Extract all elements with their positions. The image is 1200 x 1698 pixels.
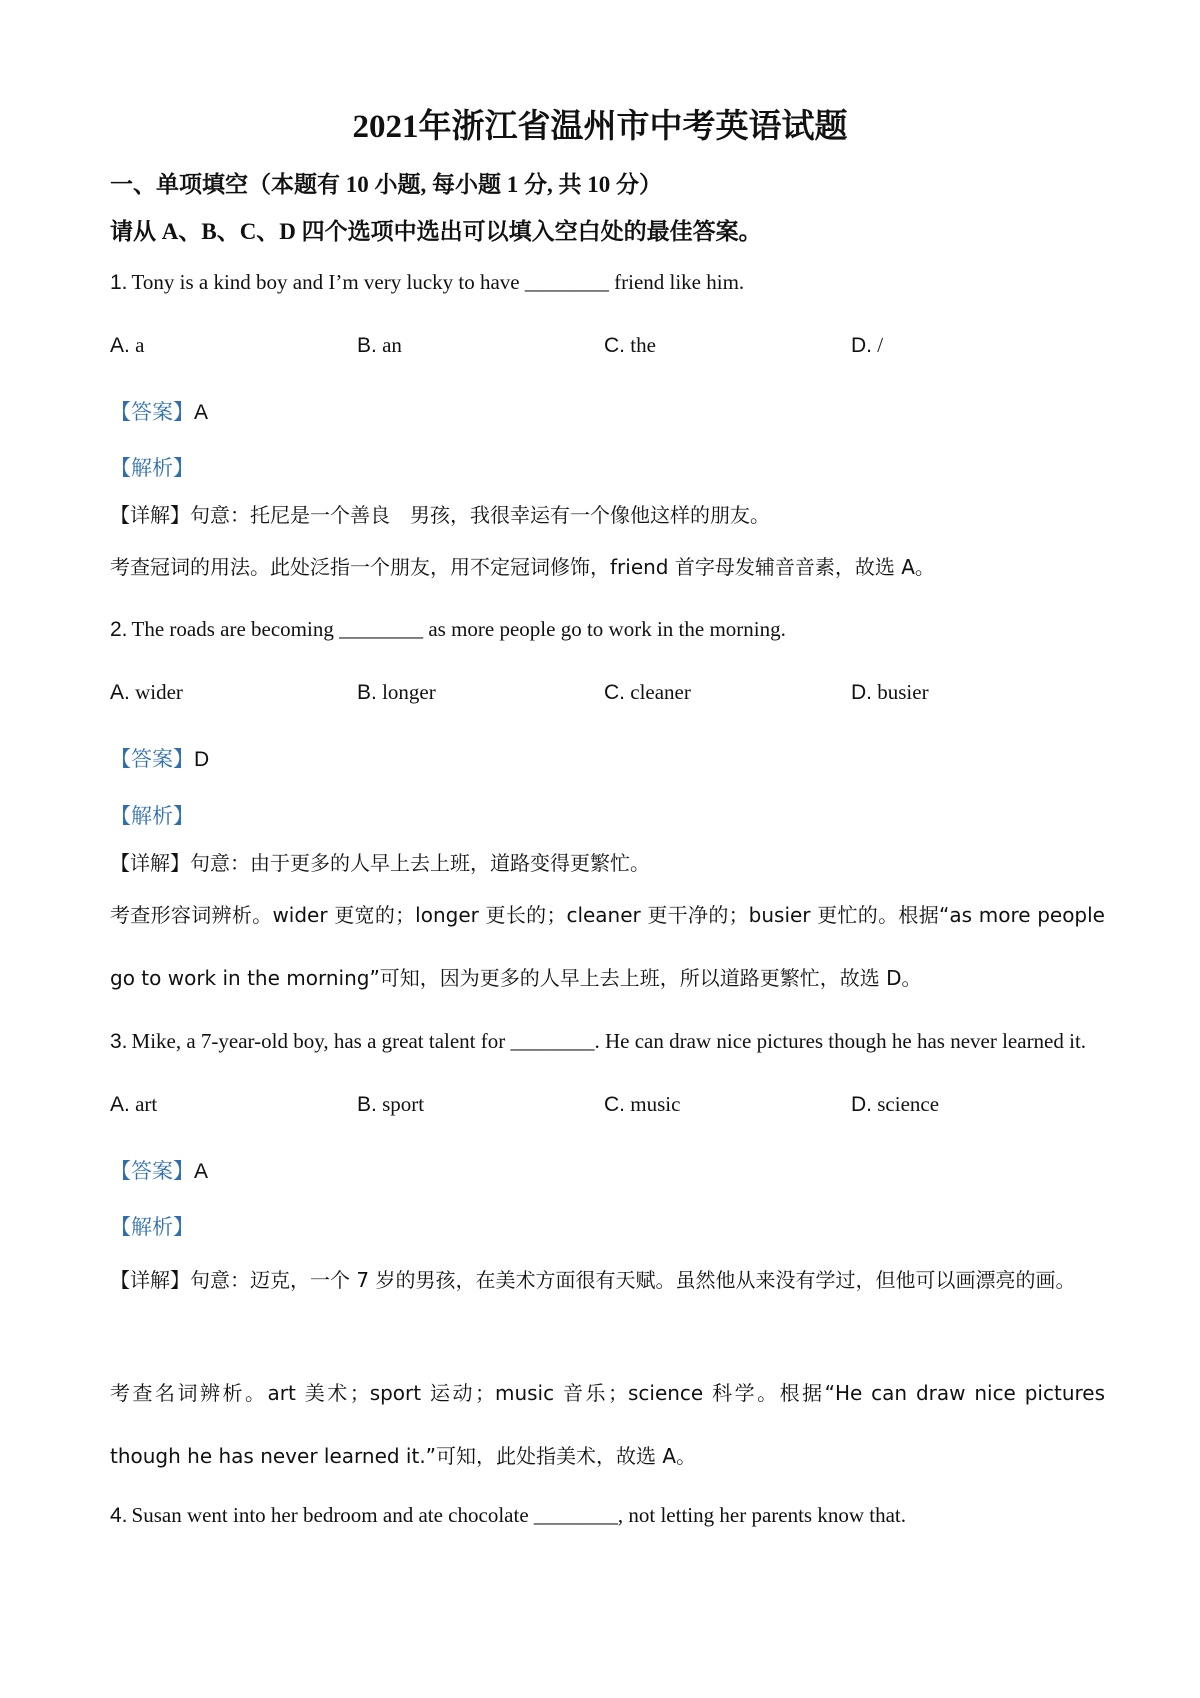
page-title: 2021年浙江省温州市中考英语试题: [352, 109, 848, 145]
option-letter: A.: [110, 1093, 130, 1116]
answer-value: A: [194, 1160, 209, 1183]
analysis-label: 【解析】: [110, 456, 194, 480]
option-text: science: [877, 1092, 940, 1116]
question-1-options: [110, 333, 1110, 363]
option-text: cleaner: [630, 680, 691, 704]
option-text: busier: [877, 680, 929, 704]
question-1-detail: [110, 499, 770, 528]
option-letter: D.: [851, 1093, 872, 1116]
option-letter: B.: [357, 334, 377, 357]
option-c[interactable]: [604, 333, 656, 358]
question-1-stem: [110, 270, 744, 295]
option-d[interactable]: [851, 1092, 939, 1117]
question-4-stem: [110, 1503, 906, 1528]
option-letter: C.: [604, 1093, 625, 1116]
option-b[interactable]: [357, 1092, 424, 1117]
question-2-explanation: 考查形容词辨析。wider 更宽的；longer 更长的；cleaner 更干净的；busier 更忙的。根据“as more people go to work in the morning”可知，因为更多的人早上去上班，所以道路更繁忙，故选 D。: [110, 903, 1105, 990]
section-heading: 一、单项填空（本题有 10 小题, 每小题 1 分, 共 10 分）: [110, 172, 662, 197]
analysis-label: 【解析】: [110, 804, 194, 828]
option-text: longer: [382, 680, 436, 704]
option-letter: B.: [357, 1093, 377, 1116]
question-number: 4.: [110, 1504, 128, 1527]
question-text: The roads are becoming ________ as more people go to work in the morning.: [131, 617, 786, 641]
question-2-options: [110, 680, 1110, 710]
option-b[interactable]: [357, 680, 436, 705]
option-text: a: [135, 333, 145, 357]
detail-label: 【详解】: [110, 1268, 190, 1292]
question-number: 2.: [110, 618, 128, 641]
question-2-answer: [110, 743, 209, 773]
answer-label: 【答案】: [110, 1159, 194, 1183]
option-c[interactable]: [604, 680, 691, 705]
option-letter: A.: [110, 681, 130, 704]
option-text: music: [630, 1092, 681, 1116]
detail-label: 【详解】: [110, 851, 190, 875]
answer-value: D: [194, 748, 210, 771]
option-letter: D.: [851, 681, 872, 704]
question-text: Tony is a kind boy and I’m very lucky to have ________ friend like him.: [131, 270, 745, 294]
option-letter: C.: [604, 681, 625, 704]
question-3-stem: [110, 1029, 1086, 1054]
option-letter: D.: [851, 334, 872, 357]
option-text: sport: [382, 1092, 425, 1116]
analysis-label: 【解析】: [110, 1215, 194, 1239]
option-b[interactable]: [357, 333, 402, 358]
option-a[interactable]: [110, 1092, 157, 1117]
question-3-options: [110, 1092, 1110, 1122]
option-d[interactable]: [851, 680, 929, 705]
answer-value: A: [194, 401, 209, 424]
question-2-analysis: [110, 800, 194, 830]
option-a[interactable]: [110, 680, 183, 705]
option-text: an: [382, 333, 402, 357]
question-1-answer: [110, 396, 208, 426]
detail-text: 句意：由于更多的人早上去上班，道路变得更繁忙。: [190, 851, 650, 875]
detail-text: 句意：迈克，一个 7 岁的男孩，在美术方面很有天赋。虽然他从来没有学过，但他可以画漂亮的画。: [190, 1268, 1076, 1292]
option-letter: C.: [604, 334, 625, 357]
option-a[interactable]: [110, 333, 144, 358]
option-text: art: [135, 1092, 158, 1116]
option-text: /: [877, 333, 884, 357]
option-letter: A.: [110, 334, 130, 357]
question-2-detail: [110, 847, 650, 876]
question-3-analysis: [110, 1211, 194, 1241]
answer-label: 【答案】: [110, 400, 194, 424]
question-text: Mike, a 7-year-old boy, has a great talent for ________. He can draw nice pictures though he has never learned it.: [131, 1029, 1087, 1053]
question-3-explanation: 考查名词辨析。art 美术；sport 运动；music 音乐；science 科学。根据“He can draw nice pictures though he has never learned it.”可知，此处指美术，故选 A。: [110, 1381, 1105, 1468]
detail-text: 句意：托尼是一个善良 男孩，我很幸运有一个像他这样的朋友。: [190, 503, 770, 527]
option-text: wider: [135, 680, 183, 704]
question-3-answer: [110, 1155, 208, 1185]
answer-label: 【答案】: [110, 747, 194, 771]
question-1-explanation: 考查冠词的用法。此处泛指一个朋友，用不定冠词修饰，friend 首字母发辅音音素，故选 A。: [110, 555, 935, 579]
option-d[interactable]: [851, 333, 883, 358]
option-text: the: [630, 333, 656, 357]
option-c[interactable]: [604, 1092, 680, 1117]
question-2-stem: [110, 617, 786, 642]
instruction: 请从 A、B、C、D 四个选项中选出可以填入空白处的最佳答案。: [110, 219, 762, 244]
question-number: 3.: [110, 1030, 128, 1053]
question-number: 1.: [110, 271, 128, 294]
question-text: Susan went into her bedroom and ate chocolate ________, not letting her parents know that.: [131, 1503, 906, 1527]
question-1-analysis: [110, 452, 194, 482]
option-letter: B.: [357, 681, 377, 704]
question-3-detail: [110, 1249, 1105, 1312]
detail-label: 【详解】: [110, 503, 190, 527]
